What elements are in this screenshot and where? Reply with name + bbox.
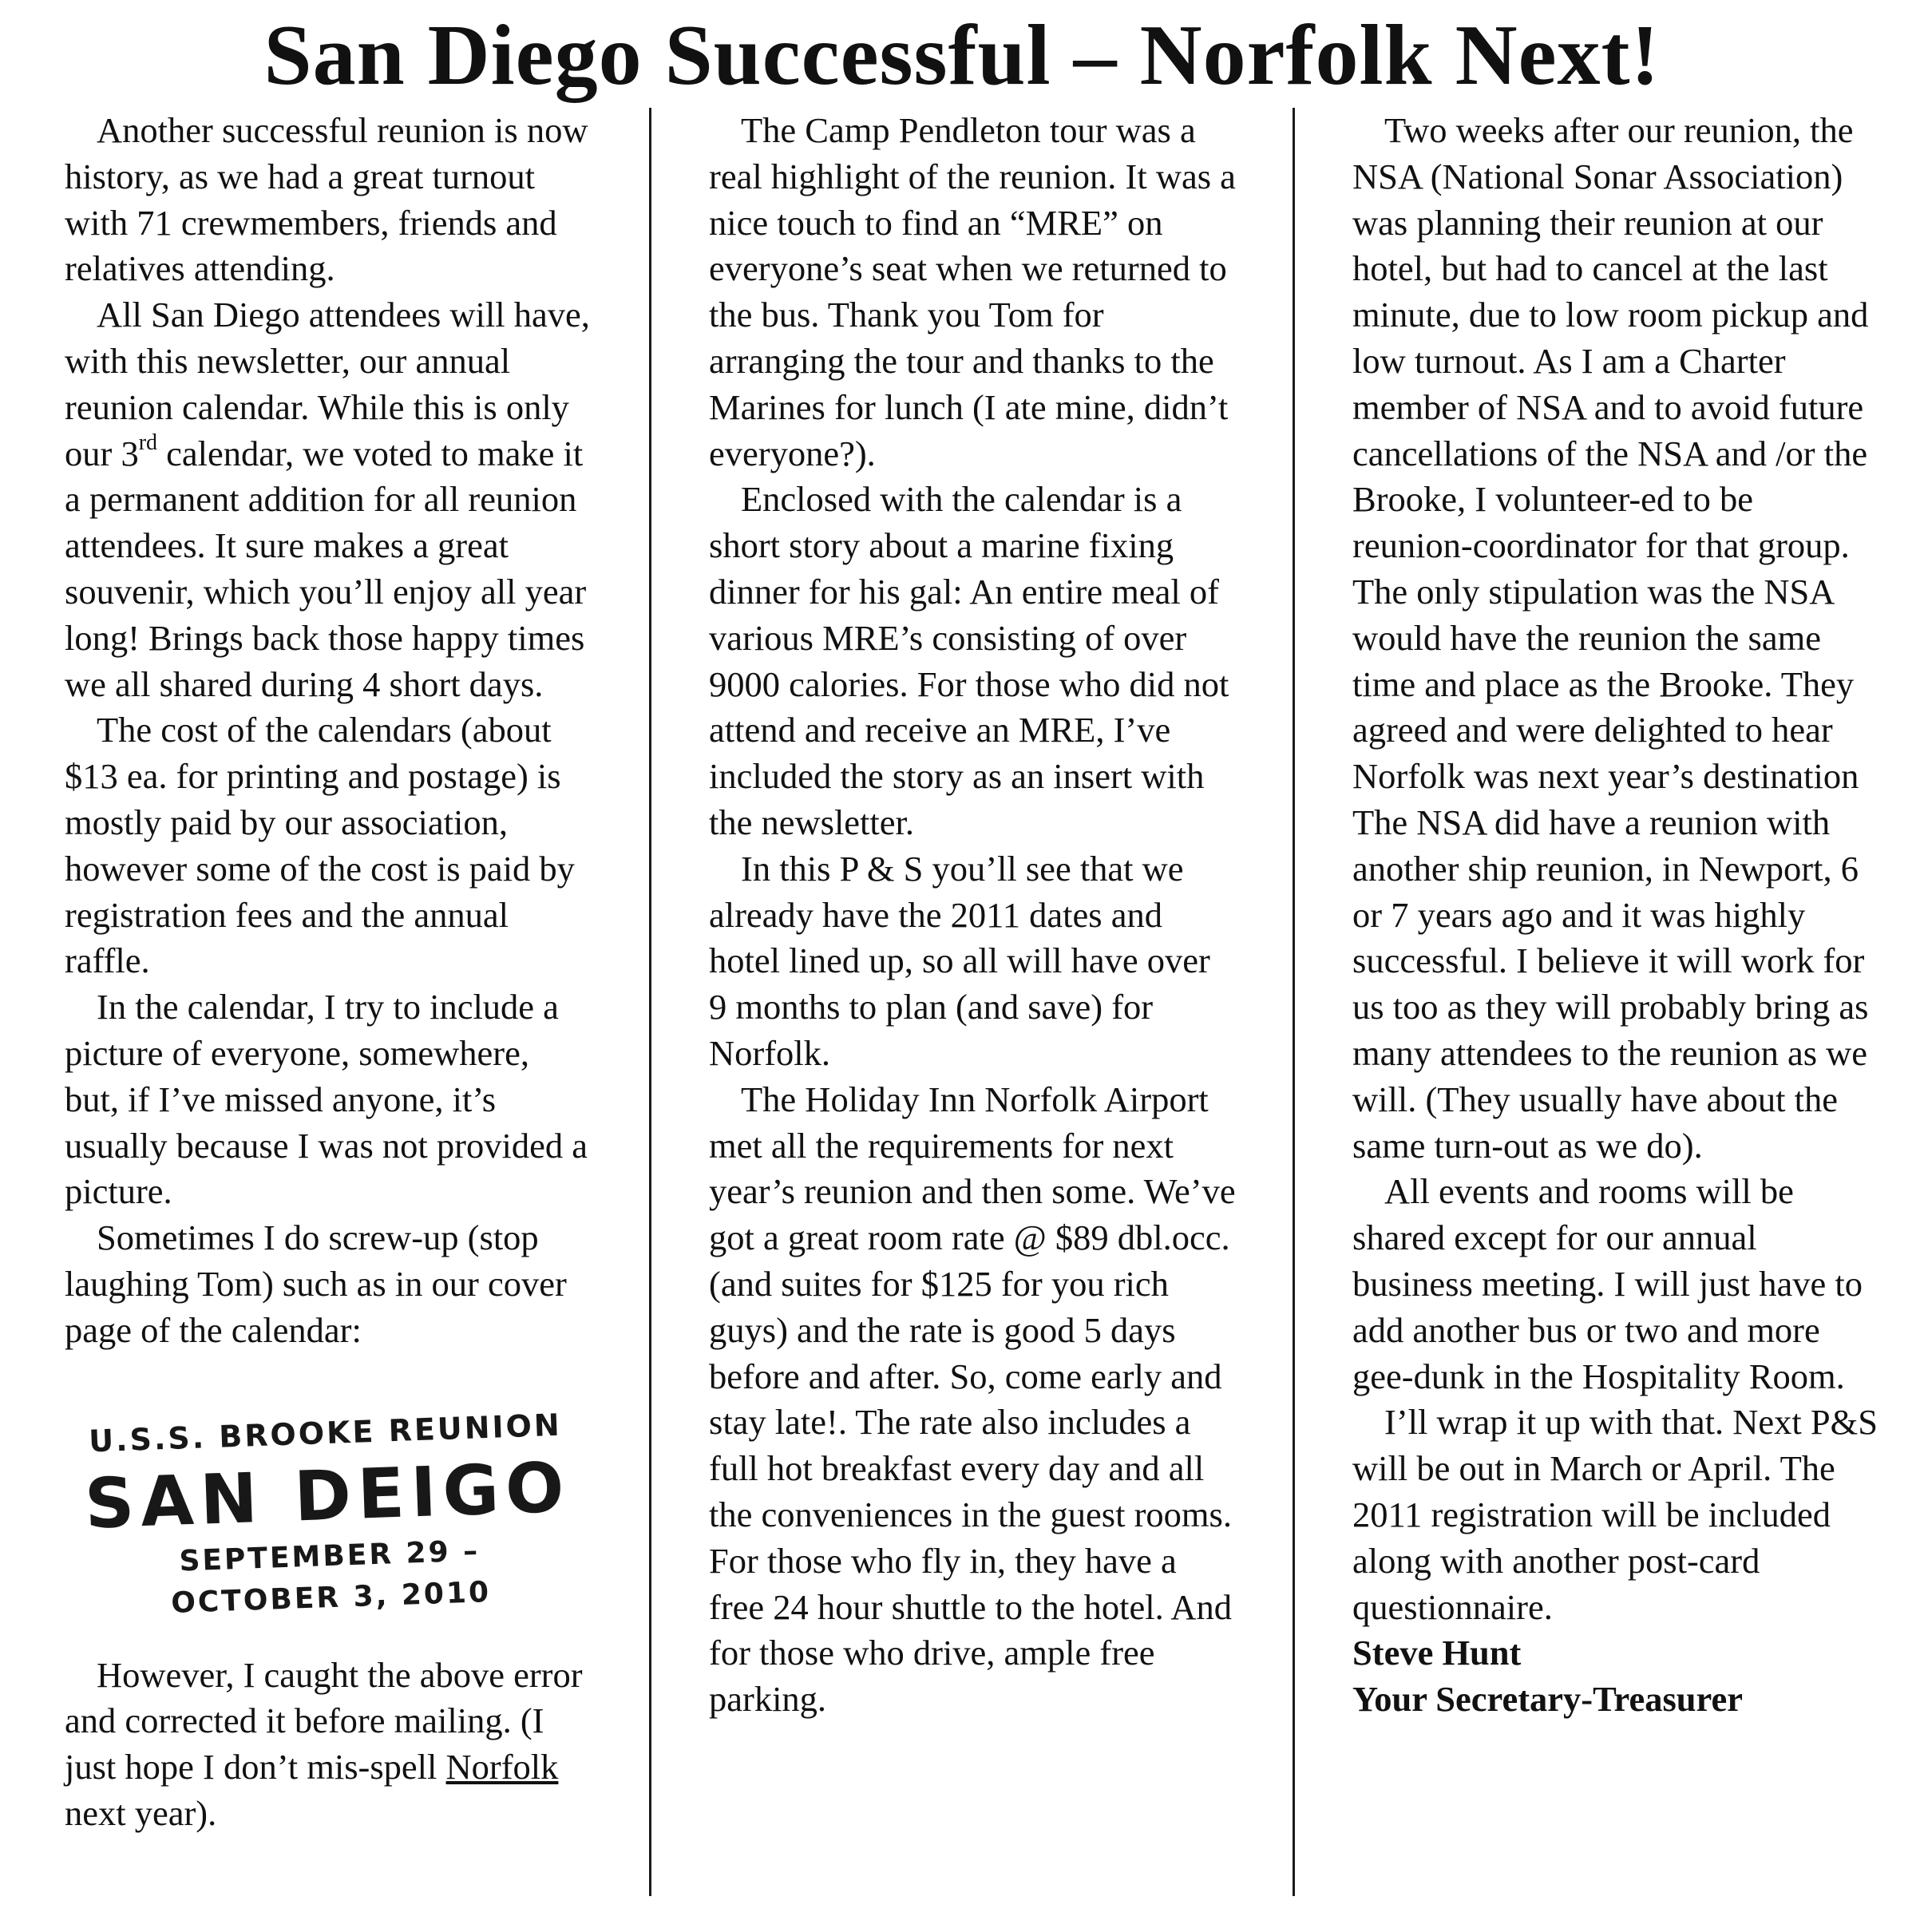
paragraph: In the calendar, I try to include a picture of everyone, somewhere, but, if I’ve missed anyone, it’s usually because I was not provided a picture. [65,987,588,1212]
paragraph: In this P & S you’ll see that we already have the 2011 dates and hotel lined up, so all will have over 9 months to plan (and save) for Norfolk. [709,848,1210,1073]
paragraph: The Holiday Inn Norfolk Airport met all the requirements for next year’s reunion and then some. We’ve got a great room rate @ $89 dbl.occ. (and suites for $125 for you rich guys) and the rate is good 5 days before and after. So, come early and stay late!. The rate also includes a full hot breakfast every day and all the conveniences in the guest rooms. For those who fly in, they have a free 24 hour shuttle to the hotel. And for those who drive, ample free parking. [709,1079,1236,1720]
superscript: rd [138,430,158,455]
article-column-2 [709,108,1236,1723]
underlined-word: Norfolk [445,1747,559,1787]
column-divider [649,108,651,1896]
column-divider [1293,108,1295,1896]
stencil-line: OCTOBER 3, 2010 [170,1575,492,1620]
stencil-line: SEPTEMBER 29 – [178,1534,481,1578]
paragraph: Two weeks after our reunion, the NSA (National Sonar Association) was planning their reunion at our hotel, but had to cancel at the last minute, due to low room pickup and low turnout. As I am a Charter member of NSA and to avoid future cancellations of the NSA and /or the Brooke, I volunteer-ed to be reunion-coordinator for that group. The only stipulation was the NSA would have the reunion the same time and place as the Brooke. They agreed and were delighted to hear Norfolk was next year’s destination The NSA did have a reunion with another ship reunion, in Newport, 6 or 7 years ago and it was highly successful. I believe it will work for us too as they will probably bring as many attendees to the reunion as we will. (They usually have about the same turn-out as we do). [1352,110,1869,1166]
paragraph: The cost of the calendars (about $13 ea. for printing and postage) is mostly paid by our association, however some of the cost is paid by registration fees and the annual raffle. [65,710,575,981]
paragraph-text: However, I caught the above error and corrected it before mailing. (I just hope I don’t mis-spell [65,1654,583,1787]
stencil-line: U.S.S. BROOKE REUNION [88,1407,563,1459]
stencil-title: SAN DEIGO [83,1447,572,1545]
paragraph: The Camp Pendleton tour was a real highlight of the reunion. It was a nice touch to find an “MRE” on everyone’s seat when we returned to the bus. Thank you Tom for arranging the tour and thanks to the Marines for lunch (I ate mine, didn’t everyone?). [709,110,1236,473]
article-column-1 [65,108,592,1837]
paragraph: Sometimes I do screw-up (stop laughing Tom) such as in our cover page of the calendar: [65,1217,567,1350]
signature-title: Your Secretary-Treasurer [1352,1679,1743,1720]
paragraph [65,1653,592,1837]
paragraph-text: calendar, we voted to make it a permanent addition for all reunion attendees. It sure makes a great souvenir, which you’ll enjoy all year long! Brings back those happy times we all shared during 4 short days. [65,433,587,704]
article-column-3 [1352,108,1879,1723]
paragraph-text: All San Diego attendees will have, with this newsletter, our annual reunion calendar. While this is only our 3 [65,295,590,473]
paragraph: Enclosed with the calendar is a short story about a marine fixing dinner for his gal: An entire meal of various MRE’s consisting of over 9000 calories. For those who did not attend and receive an MRE, I’ve included the story as an insert with the newsletter. [709,479,1229,842]
calendar-cover-stencil [61,1400,596,1628]
paragraph-text: next year). [65,1792,217,1833]
paragraph: Another successful reunion is now history, as we had a great turnout with 71 crewmembers, friends and relatives attending. [65,110,588,289]
headline: San Diego Successful – Norfolk Next! [263,8,1661,103]
paragraph: All events and rooms will be shared except for our annual business meeting. I will just have to add another bus or two and more gee-dunk in the Hospitality Room. [1352,1171,1863,1396]
signature-name: Steve Hunt [1352,1633,1522,1673]
paragraph: I’ll wrap it up with that. Next P&S will be out in March or April. The 2011 registration will be included along with another post-card questionnaire. [1352,1402,1878,1627]
paragraph [65,292,592,707]
